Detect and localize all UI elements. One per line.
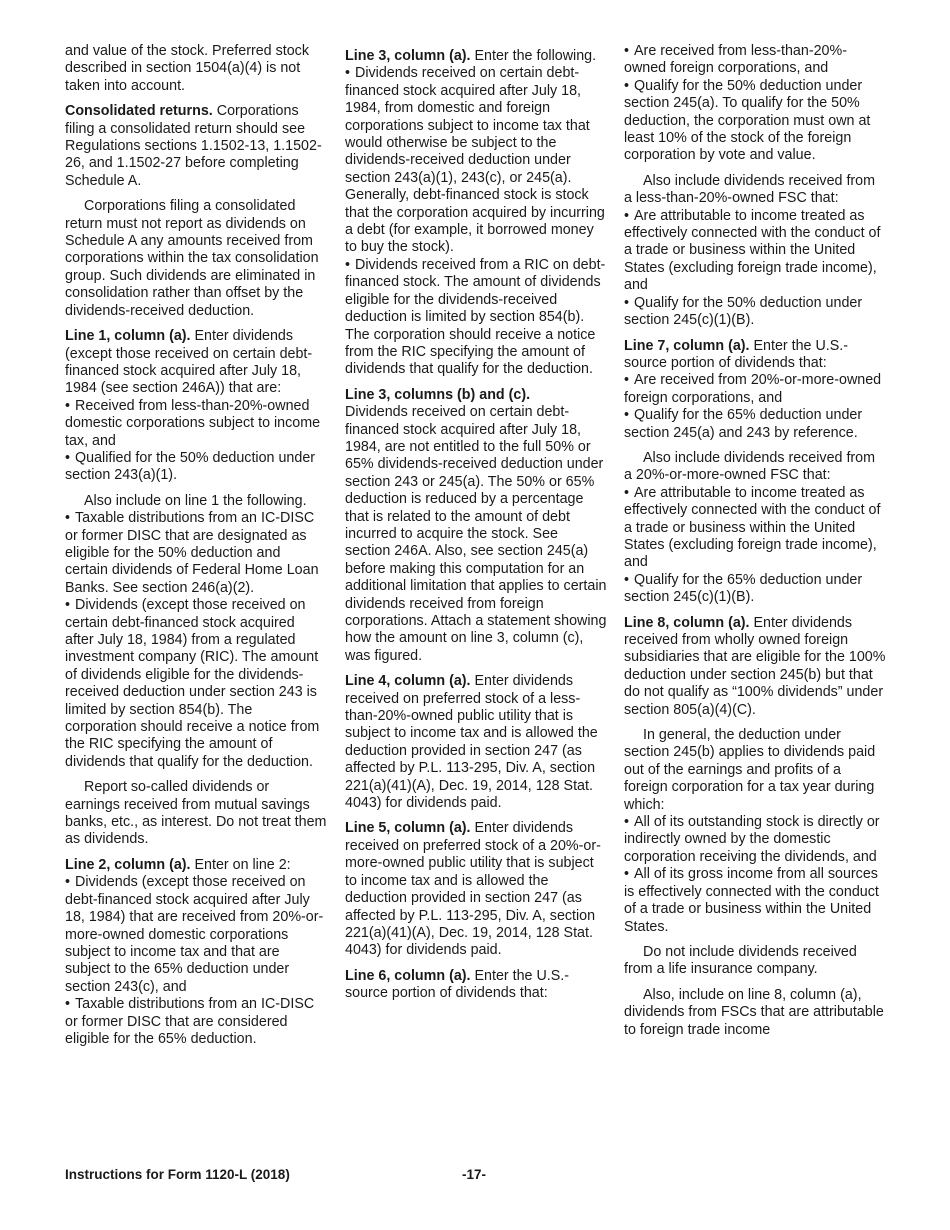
bullet-item: • Taxable distributions from an IC-DISC or former DISC that are designated as eligible for the 50% deduction and certain dividends of Federal Home Loan Banks. See section 246(a)(2). [65,510,327,597]
section-heading: Line 3, column (a). [345,48,471,64]
bullet-item: • Taxable distributions from an IC-DISC or former DISC that are considered eligible for the 65% deduction. [65,996,327,1048]
bullet-item: • Qualify for the 50% deduction under section 245(c)(1)(B). [624,295,886,330]
bullet-item: • Qualify for the 65% deduction under section 245(a) and 243 by reference. [624,407,886,442]
bullet-item: • All of its gross income from all sources is effectively connected with the conduct of a trade or business within the United States. [624,866,886,936]
line4-paragraph [345,673,607,812]
page-number: -17- [462,1167,487,1182]
paragraph-text: Enter dividends received on preferred stock of a 20%-or-more-owned public utility that is subject to income tax and is allowed the deduction provided in section 247 (as affected by P.L. 113-295, Div. A, section 221(a)(41)(A), Dec. 19, 2014, 128 Stat. 4043) for dividends paid. [345,820,601,959]
line1-paragraph [65,328,327,398]
section-heading: Line 4, column (a). [345,673,471,690]
bullet-item: • Dividends received from a RIC on debt-financed stock. The amount of dividends eligible for the dividends-received deduction is limited by section 854(b). The corporation should receive a notice from the RIC specifying the amount of dividends that qualify for the deduction. [345,257,607,379]
paragraph-text: Enter dividends received from wholly owned foreign subsidiaries that are eligible for the 100% deduction under section 245(b) but that do not qualify as “100% dividends” under section 805(a)(4)(C). [624,614,886,718]
bullet-item: • Qualify for the 65% deduction under section 245(c)(1)(B). [624,572,886,607]
section-heading: Line 1, column (a). [65,328,191,345]
paragraph: Also, include on line 8, column (a), dividends from FSCs that are attributable to foreign trade income [624,986,884,1038]
paragraph-text: Corporations filing a consolidated return should see Regulations sections 1.1502-13, 1.1502-26, and 1.1502-27 before completing Schedule A. [65,103,322,189]
consolidated-returns-paragraph [65,103,327,190]
paragraph: Report so-called dividends or earnings received from mutual savings banks, etc., as interest. Do not treat them as dividends. [65,779,327,848]
paragraph-text: Enter dividends (except those received on certain debt-financed stock acquired after July 18, 1984 (see section 246A)) that are: [65,328,313,397]
paragraph-text: Enter dividends received on preferred stock of a less-than-20%-owned public utility that is subject to income tax and is allowed the deduction provided in section 247 (as affected by P.L. 113-295, Div. A, section 221(a)(41)(A), Dec. 19, 2014, 128 Stat. 4043) for dividends paid. [345,673,598,812]
section-heading: Line 2, column (a). [65,856,191,873]
bullet-item: • Dividends (except those received on debt-financed stock acquired after July 18, 1984) that are received from 20%-or-more-owned domestic corporations subject to income tax and that are subject to the 65% deduction under section 243(c), and [65,874,327,996]
bullet-item: • Received from less-than-20%-owned domestic corporations subject to income tax, and [65,398,327,450]
section-heading: Line 5, column (a). [345,820,471,837]
section-heading: Line 6, column (a). [345,967,471,984]
paragraph: Also include dividends received from a less-than-20%-owned FSC that: [624,172,876,207]
column-3 [624,43,886,1047]
line7-paragraph [624,338,886,373]
paragraph-text: Enter the U.S.-source portion of dividends that: [345,967,570,1002]
line3a-paragraph [345,48,607,65]
column-2 [345,48,607,1011]
line6-paragraph [345,968,607,1003]
line8-paragraph [624,615,886,719]
paragraph-text: Enter the following. [470,48,597,64]
bullet-item: • All of its outstanding stock is directly or indirectly owned by the domestic corporation receiving the dividends, and [624,814,886,866]
line2-paragraph [65,857,327,874]
bullet-item: • Are received from 20%-or-more-owned foreign corporations, and [624,372,886,407]
footer-form-title: Instructions for Form 1120-L (2018) [65,1167,290,1182]
paragraph: In general, the deduction under section 245(b) applies to dividends paid out of the earnings and profits of a foreign corporation for a tax year during which: [624,727,876,813]
bullet-item: • Qualified for the 50% deduction under section 243(a)(1). [65,450,327,485]
bullet-item: • Are attributable to income treated as effectively connected with the conduct of a trade or business within the United States (excluding foreign trade income), and [624,485,886,572]
section-heading: Line 8, column (a). [624,614,750,631]
paragraph: Dividends received on certain debt-financed stock acquired after July 18, 1984, are not entitled to the full 50% or 65% dividends-received deduction under section 243 or 245(a). The 50% or 65% deduction is reduced by a percentage that is related to the amount of debt incurred to acquire the stock. See section 246A. Also, see section 245(a) before making this computation for an additional limitation that applies to certain dividends received from foreign corporations. Attach a statement showing how the amount on line 3, column (c), was figured. [345,404,607,664]
line5-paragraph [345,820,607,959]
bullet-item: • Are received from less-than-20%-owned foreign corporations, and [624,43,886,78]
paragraph: Also include dividends received from a 20%-or-more-owned FSC that: [624,449,876,484]
bullet-item: • Dividends received on certain debt-financed stock acquired after July 18, 1984, from domestic and foreign corporations subject to income tax that would otherwise be subject to the dividends-received deduction under section 243(a)(1), 243(c), or 245(a). Generally, debt-financed stock is stock that the corporation acquired by incurring a debt (for example, it borrowed money to buy the stock). [345,65,607,256]
column-1 [65,43,327,1048]
paragraph-text: Enter the U.S.-source portion of dividends that: [624,337,849,371]
paragraph: Do not include dividends received from a life insurance company. [624,943,857,978]
paragraph-text: Enter on line 2: [190,856,291,873]
section-heading: Consolidated returns. [65,103,213,120]
paragraph: and value of the stock. Preferred stock described in section 1504(a)(4) is not taken into account. [65,43,309,94]
bullet-item: • Are attributable to income treated as effectively connected with the conduct of a trade or business within the United States (excluding foreign trade income), and [624,208,886,295]
bullet-item: • Dividends (except those received on certain debt-financed stock acquired after July 18, 1984) from a regulated investment company (RIC). The amount of dividends eligible for the dividends-received deduction under section 243 is limited by section 854(b). The corporation should receive a notice from the RIC specifying the amount of dividends that qualify for the deduction. [65,597,327,771]
paragraph: Corporations filing a consolidated return must not report as dividends on Schedule A any amounts received from corporations within the tax consolidation group. Such dividends are eliminated in consolidation rather than offset by the dividends-received deduction. [65,198,319,319]
section-heading: Line 7, column (a). [624,337,750,354]
section-heading: Line 3, columns (b) and (c). [345,386,531,403]
bullet-item: • Qualify for the 50% deduction under section 245(a). To qualify for the 50% deduction, the corporation must own at least 10% of the stock of the foreign corporation by vote and value. [624,78,886,165]
paragraph: Also include on line 1 the following. [84,492,307,509]
